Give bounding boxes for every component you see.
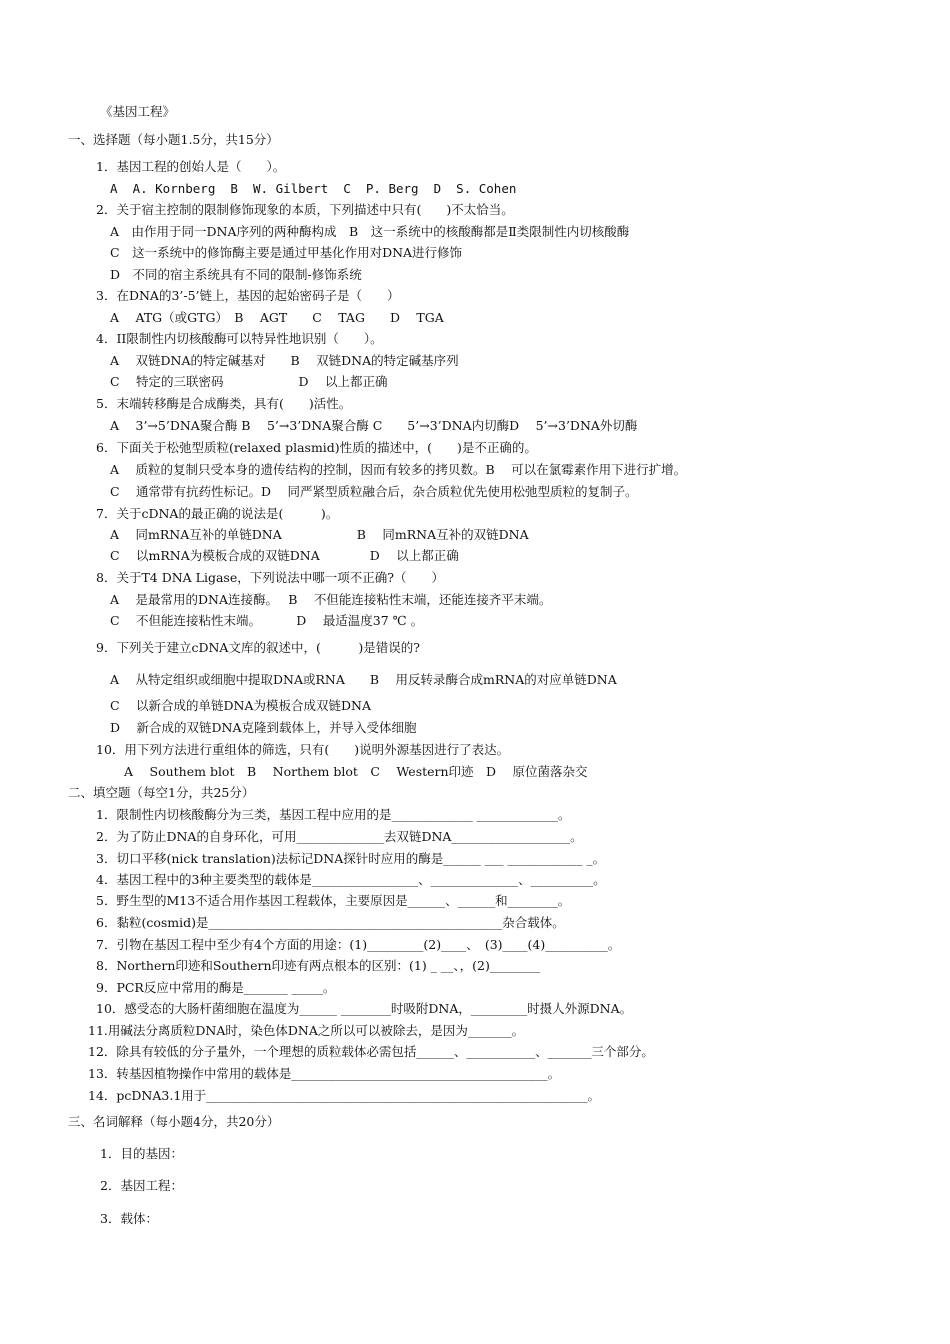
question-9-option-d: D 新合成的双链DNA克隆到载体上，并导入受体细胞: [110, 720, 417, 735]
question-7: 7．关于cDNA的最正确的说法是( )。: [96, 506, 339, 521]
question-3: 3．在DNA的3’-5’链上，基因的起始密码子是（ ）: [96, 288, 400, 303]
term-3: 3．载体：: [100, 1211, 158, 1226]
question-7-option-ab: A 同mRNA互补的单链DNA B 同mRNA互补的双链DNA: [110, 527, 529, 542]
fill-1: 1．限制性内切核酸酶分为三类，基因工程中应用的是_____________ _____________。: [96, 807, 571, 822]
question-3-options: A ATG（或GTG） B AGT C TAG D TGA: [110, 310, 444, 325]
question-5-options: A 3’→5’DNA聚合酶 B 5’→3’DNA聚合酶 C 5’→3’DNA内切酶D 5’→3’DNA外切酶: [110, 418, 638, 433]
fill-4: 4．基因工程中的3种主要类型的载体是_________________、______________、__________。: [96, 872, 606, 887]
document-title: 《基因工程》: [100, 104, 176, 119]
question-2-option-d: D 不同的宿主系统具有不同的限制-修饰系统: [110, 267, 362, 282]
question-9-option-c: C 以新合成的单链DNA为模板合成双链DNA: [110, 698, 372, 713]
fill-11: 11.用碱法分离质粒DNA时，染色体DNA之所以可以被除去，是因为_______。: [88, 1023, 525, 1038]
section-heading-fill: 二、填空题（每空1分，共25分）: [68, 785, 255, 800]
fill-13: 13．转基因植物操作中常用的载体是_________________________________________。: [88, 1066, 561, 1081]
question-1-options: A A. Kornberg B W. Gilbert C P. Berg D S. Cohen: [110, 181, 517, 196]
question-2-option-ab: A 由作用于同一DNA序列的两种酶构成 B 这一系统中的核酸酶都是Ⅱ类限制性内切核酸酶: [110, 224, 630, 239]
question-1: 1．基因工程的创始人是（ ）。: [96, 159, 286, 174]
question-5: 5．末端转移酶是合成酶类，具有( )活性。: [96, 396, 352, 411]
question-6-option-ab: A 质粒的复制只受本身的遗传结构的控制，因而有较多的拷贝数。B 可以在氯霉素作用下进行扩增。: [110, 462, 687, 477]
question-8-option-ab: A 是最常用的DNA连接酶。 B 不但能连接粘性末端，还能连接齐平末端。: [110, 592, 552, 607]
question-6-option-cd: C 通常带有抗药性标记。D 同严紧型质粒融合后，杂合质粒优先使用松弛型质粒的复制子。: [110, 484, 638, 499]
section-heading-choice: 一、选择题（每小题1.5分，共15分）: [68, 132, 279, 147]
term-1: 1．目的基因：: [100, 1146, 183, 1161]
question-10-options: A Southem blot B Northem blot C Western印迹 D 原位菌落杂交: [124, 764, 588, 779]
question-9-option-ab: A 从特定组织或细胞中提取DNA或RNA B 用反转录酶合成mRNA的对应单链DNA: [110, 672, 617, 687]
question-7-option-cd: C 以mRNA为模板合成的双链DNA D 以上都正确: [110, 548, 459, 563]
fill-12: 12．除具有较低的分子量外，一个理想的质粒载体必需包括______、___________、_______三个部分。: [88, 1044, 654, 1059]
fill-6: 6．黏粒(cosmid)是_______________________________________________杂合载体。: [96, 915, 565, 930]
fill-7: 7．引物在基因工程中至少有4个方面的用途：(1)_________(2)____、 (3)____(4)__________。: [96, 937, 621, 952]
fill-9: 9．PCR反应中常用的酶是_______ _____。: [96, 980, 336, 995]
question-8: 8．关于T4 DNA Ligase，下列说法中哪一项不正确?（ ）: [96, 570, 444, 585]
section-heading-terms: 三、名词解释（每小题4分，共20分）: [68, 1114, 280, 1129]
question-8-option-cd: C 不但能连接粘性末端。 D 最适温度37 ℃ 。: [110, 613, 424, 628]
question-4: 4．II限制性内切核酸酶可以特异性地识别（ ）。: [96, 331, 383, 346]
fill-8: 8．Northern印迹和Southern印迹有两点根本的区别：(1) _ __、，(2)________: [96, 958, 540, 973]
question-2-option-c: C 这一系统中的修饰酶主要是通过甲基化作用对DNA进行修饰: [110, 245, 463, 260]
fill-2: 2．为了防止DNA的自身环化，可用______________去双链DNA___________________。: [96, 829, 583, 844]
fill-10: 10．感受态的大肠杆菌细胞在温度为______ ________时吸附DNA，_________时摄人外源DNA。: [96, 1001, 633, 1016]
fill-3: 3．切口平移(nick translation)法标记DNA探针时应用的酶是______ ___ ____________ _。: [96, 851, 606, 866]
question-4-option-cd: C 特定的三联密码 D 以上都正确: [110, 374, 388, 389]
question-10: 10．用下列方法进行重组体的筛选，只有( )说明外源基因进行了表达。: [96, 742, 510, 757]
question-9: 9．下列关于建立cDNA文库的叙述中，( )是错误的?: [96, 640, 420, 655]
term-2: 2．基因工程：: [100, 1178, 183, 1193]
question-4-option-ab: A 双链DNA的特定碱基对 B 双链DNA的特定碱基序列: [110, 353, 459, 368]
question-6: 6．下面关于松弛型质粒(relaxed plasmid)性质的描述中，( )是不正确的。: [96, 440, 537, 455]
question-2: 2．关于宿主控制的限制修饰现象的本质，下列描述中只有( )不太恰当。: [96, 202, 514, 217]
fill-14: 14．pcDNA3.1用于_____________________________________________________________。: [88, 1088, 601, 1103]
fill-5: 5．野生型的M13不适合用作基因工程载体，主要原因是______、______和________。: [96, 893, 571, 908]
